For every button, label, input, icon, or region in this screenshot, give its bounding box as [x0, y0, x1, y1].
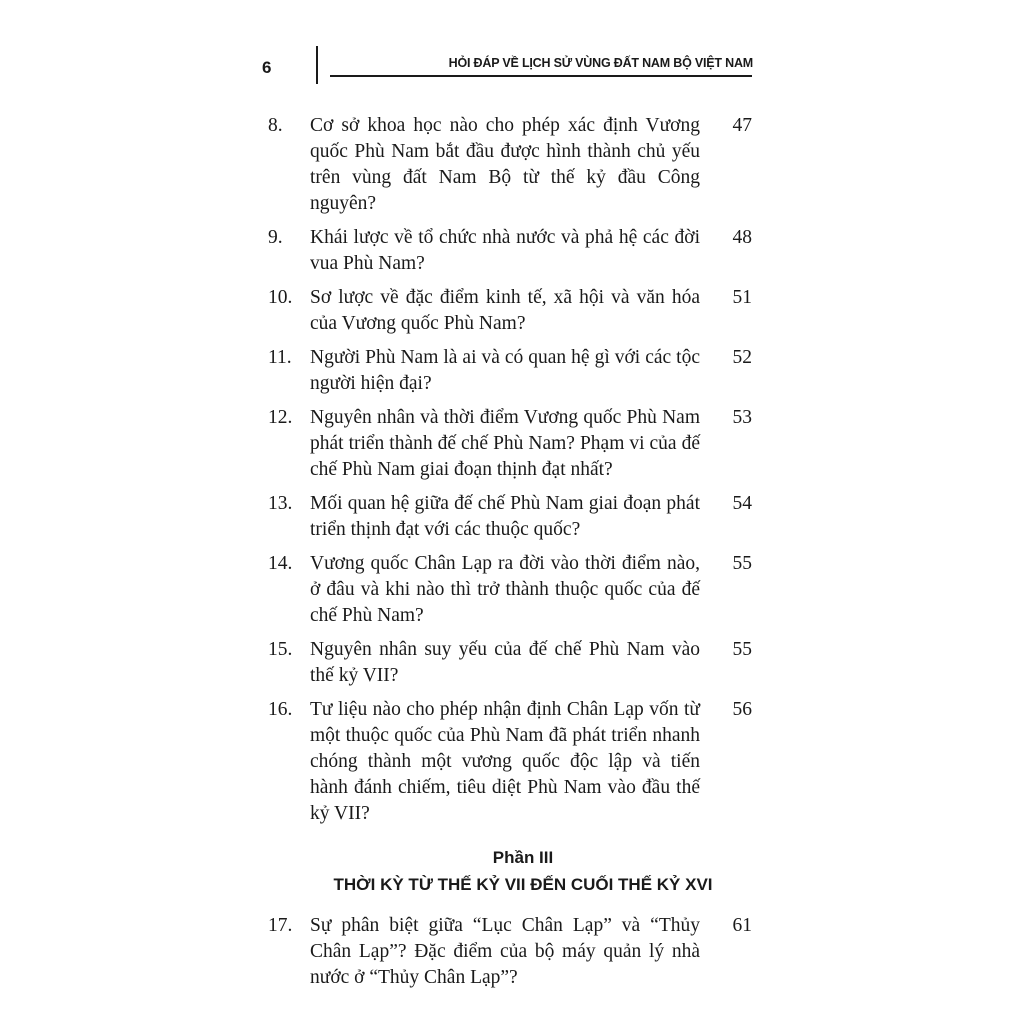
toc-entry-8	[268, 113, 752, 217]
toc-entry-13	[268, 491, 752, 543]
entry-text: Tư liệu nào cho phép nhận định Chân Lạp vốn từ một thuộc quốc của Phù Nam đã phát triển nhanh chóng thành một vương quốc độc lập và tiến hành đánh chiếm, tiêu diệt Phù Nam vào đầu thế kỷ VII?	[310, 699, 700, 824]
section-heading	[268, 845, 752, 899]
entry-number: 13.	[268, 493, 293, 514]
entry-text: Người Phù Nam là ai và có quan hệ gì với các tộc người hiện đại?	[310, 347, 700, 394]
toc-entry-12	[268, 405, 752, 483]
entry-text: Vương quốc Chân Lạp ra đời vào thời điểm nào, ở đâu và khi nào thì trở thành thuộc quốc của đế chế Phù Nam?	[310, 553, 700, 626]
entry-page-number: 52	[732, 347, 752, 368]
header-divider	[316, 46, 318, 84]
toc-entry-15	[268, 637, 752, 689]
entry-number: 10.	[268, 287, 293, 308]
entry-page-number: 61	[732, 915, 752, 936]
entry-text: Cơ sở khoa học nào cho phép xác định Vương quốc Phù Nam bắt đầu được hình thành chủ yếu trên vùng đất Nam Bộ từ thế kỷ đầu Công nguyên?	[310, 115, 700, 214]
entry-text: Sơ lược về đặc điểm kinh tế, xã hội và văn hóa của Vương quốc Phù Nam?	[310, 287, 700, 334]
header-rule	[330, 75, 752, 77]
entry-number: 9.	[268, 227, 283, 248]
table-of-contents	[268, 113, 752, 999]
entry-text: Nguyên nhân và thời điểm Vương quốc Phù Nam phát triển thành đế chế Phù Nam? Phạm vi của đế chế Phù Nam giai đoạn thịnh đạt nhất?	[310, 407, 700, 480]
running-header	[0, 0, 1024, 100]
page-number: 6	[262, 58, 272, 77]
entry-page-number: 55	[732, 553, 752, 574]
toc-entry-14	[268, 551, 752, 629]
entry-text: Nguyên nhân suy yếu của đế chế Phù Nam vào thế kỷ VII?	[310, 639, 700, 686]
toc-entry-11	[268, 345, 752, 397]
entry-page-number: 55	[732, 639, 752, 660]
toc-entry-17	[268, 913, 752, 991]
entry-text: Sự phân biệt giữa “Lục Chân Lạp” và “Thủy Chân Lạp”? Đặc điểm của bộ máy quản lý nhà nước ở “Thủy Chân Lạp”?	[310, 915, 700, 988]
entry-text: Mối quan hệ giữa đế chế Phù Nam giai đoạn phát triển thịnh đạt với các thuộc quốc?	[310, 493, 700, 540]
section-title: THỜI KỲ TỪ THẾ KỶ VII ĐẾN CUỐI THẾ KỶ XVI	[333, 875, 713, 894]
entry-page-number: 48	[732, 227, 752, 248]
toc-entry-16	[268, 697, 752, 827]
entry-number: 17.	[268, 915, 293, 936]
toc-entry-10	[268, 285, 752, 337]
section-part-label: Phần III	[492, 848, 554, 867]
entry-page-number: 47	[732, 115, 752, 136]
entry-number: 14.	[268, 553, 293, 574]
entry-page-number: 53	[732, 407, 752, 428]
entry-page-number: 51	[732, 287, 752, 308]
running-title: HỎI ĐÁP VỀ LỊCH SỬ VÙNG ĐẤT NAM BỘ VIỆT NAM	[448, 56, 753, 70]
entry-text: Khái lược về tổ chức nhà nước và phả hệ các đời vua Phù Nam?	[310, 227, 700, 274]
toc-entry-9	[268, 225, 752, 277]
entry-number: 11.	[268, 347, 292, 368]
entry-number: 16.	[268, 699, 293, 720]
entry-page-number: 56	[732, 699, 752, 720]
entry-number: 8.	[268, 115, 283, 136]
entry-page-number: 54	[732, 493, 752, 514]
entry-number: 12.	[268, 407, 293, 428]
entry-number: 15.	[268, 639, 293, 660]
